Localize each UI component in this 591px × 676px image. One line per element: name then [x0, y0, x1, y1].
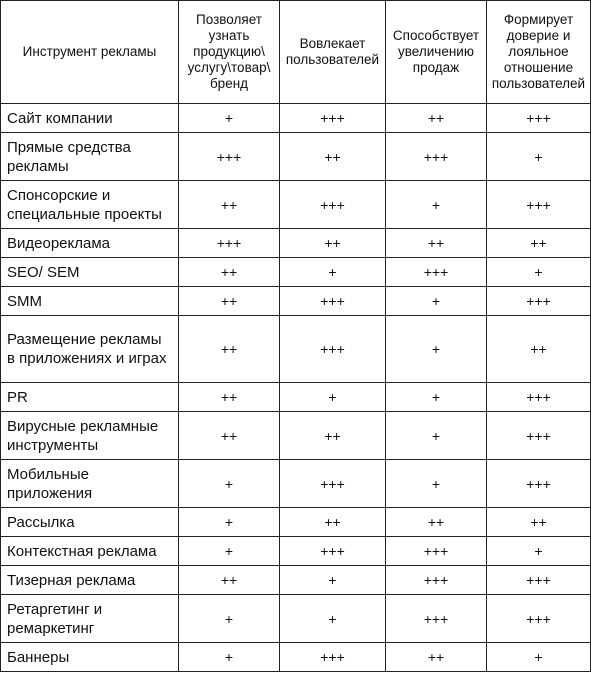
rating-cell: +: [386, 412, 487, 460]
rating-cell: +: [386, 181, 487, 229]
tool-name: Вирусные рекламные инструменты: [1, 412, 179, 460]
rating-cell: ++: [386, 643, 487, 672]
tool-name: PR: [1, 383, 179, 412]
rating-cell: +: [179, 104, 280, 133]
rating-cell: +++: [487, 104, 591, 133]
table-row: [1, 316, 591, 383]
rating-cell: ++: [280, 412, 386, 460]
rating-cell: +: [386, 287, 487, 316]
rating-cell: ++: [487, 229, 591, 258]
rating-cell: +: [179, 537, 280, 566]
rating-cell: ++: [280, 133, 386, 181]
rating-cell: +: [386, 383, 487, 412]
header-loyalty: Формирует доверие и лояльное отношение пользователей: [487, 1, 591, 104]
rating-cell: +: [386, 460, 487, 508]
header-engagement: Вовлекает пользователей: [280, 1, 386, 104]
rating-cell: +++: [386, 595, 487, 643]
rating-cell: +++: [179, 229, 280, 258]
rating-cell: +++: [280, 104, 386, 133]
rating-cell: +: [487, 133, 591, 181]
table-row: [1, 133, 591, 181]
rating-cell: +: [280, 383, 386, 412]
tool-name: Сайт компании: [1, 104, 179, 133]
tool-name: Рассылка: [1, 508, 179, 537]
rating-cell: +++: [487, 595, 591, 643]
rating-cell: +: [280, 566, 386, 595]
tool-name: Тизерная реклама: [1, 566, 179, 595]
table-row: [1, 104, 591, 133]
table-row: [1, 643, 591, 672]
rating-cell: +: [280, 258, 386, 287]
rating-cell: +: [179, 643, 280, 672]
rating-cell: +++: [280, 181, 386, 229]
rating-cell: +++: [487, 383, 591, 412]
table-row: [1, 566, 591, 595]
rating-cell: +++: [386, 258, 487, 287]
table-row: [1, 460, 591, 508]
tool-name: Ретаргетинг и ремаркетинг: [1, 595, 179, 643]
rating-cell: ++: [280, 508, 386, 537]
rating-cell: +++: [280, 287, 386, 316]
rating-cell: +: [487, 643, 591, 672]
header-tool: Инструмент рекламы: [1, 1, 179, 104]
table-header: [1, 1, 591, 104]
rating-cell: +++: [487, 287, 591, 316]
rating-cell: ++: [179, 258, 280, 287]
rating-cell: +++: [386, 537, 487, 566]
rating-cell: ++: [179, 383, 280, 412]
tool-name: Контекстная реклама: [1, 537, 179, 566]
rating-cell: +: [179, 595, 280, 643]
rating-cell: +++: [487, 412, 591, 460]
rating-cell: +++: [179, 133, 280, 181]
table-row: [1, 412, 591, 460]
rating-cell: ++: [386, 508, 487, 537]
table-row: [1, 287, 591, 316]
tool-name: Спонсорские и специальные проекты: [1, 181, 179, 229]
table-row: [1, 537, 591, 566]
rating-cell: +++: [487, 460, 591, 508]
tool-name: SMM: [1, 287, 179, 316]
rating-cell: ++: [386, 229, 487, 258]
tool-name: SEO/ SEM: [1, 258, 179, 287]
table-row: [1, 229, 591, 258]
table-row: [1, 383, 591, 412]
table-row: [1, 508, 591, 537]
rating-cell: ++: [179, 566, 280, 595]
header-row: [1, 1, 591, 104]
rating-cell: +: [386, 316, 487, 383]
rating-cell: +: [179, 460, 280, 508]
rating-cell: +++: [386, 566, 487, 595]
header-sales: Способствует увеличению продаж: [386, 1, 487, 104]
tool-name: Мобильные приложения: [1, 460, 179, 508]
rating-cell: ++: [179, 316, 280, 383]
rating-cell: +++: [487, 181, 591, 229]
rating-cell: +++: [280, 643, 386, 672]
rating-cell: +++: [487, 566, 591, 595]
rating-cell: +++: [280, 460, 386, 508]
rating-cell: ++: [280, 229, 386, 258]
rating-cell: +: [179, 508, 280, 537]
rating-cell: ++: [386, 104, 487, 133]
rating-cell: +++: [280, 316, 386, 383]
rating-cell: ++: [179, 181, 280, 229]
table-row: [1, 595, 591, 643]
rating-cell: ++: [487, 508, 591, 537]
table-row: [1, 258, 591, 287]
rating-cell: +++: [280, 537, 386, 566]
rating-cell: +: [487, 258, 591, 287]
table-row: [1, 181, 591, 229]
header-awareness: Позволяет узнать продукцию\ услугу\товар\ бренд: [179, 1, 280, 104]
rating-cell: +++: [386, 133, 487, 181]
tool-name: Баннеры: [1, 643, 179, 672]
table-body: [1, 104, 591, 672]
rating-cell: +: [280, 595, 386, 643]
tool-name: Прямые средства рекламы: [1, 133, 179, 181]
rating-cell: ++: [487, 316, 591, 383]
rating-cell: ++: [179, 412, 280, 460]
rating-cell: ++: [179, 287, 280, 316]
tool-name: Видеореклама: [1, 229, 179, 258]
rating-cell: +: [487, 537, 591, 566]
tool-name: Размещение рекламы в приложениях и играх: [1, 316, 179, 383]
